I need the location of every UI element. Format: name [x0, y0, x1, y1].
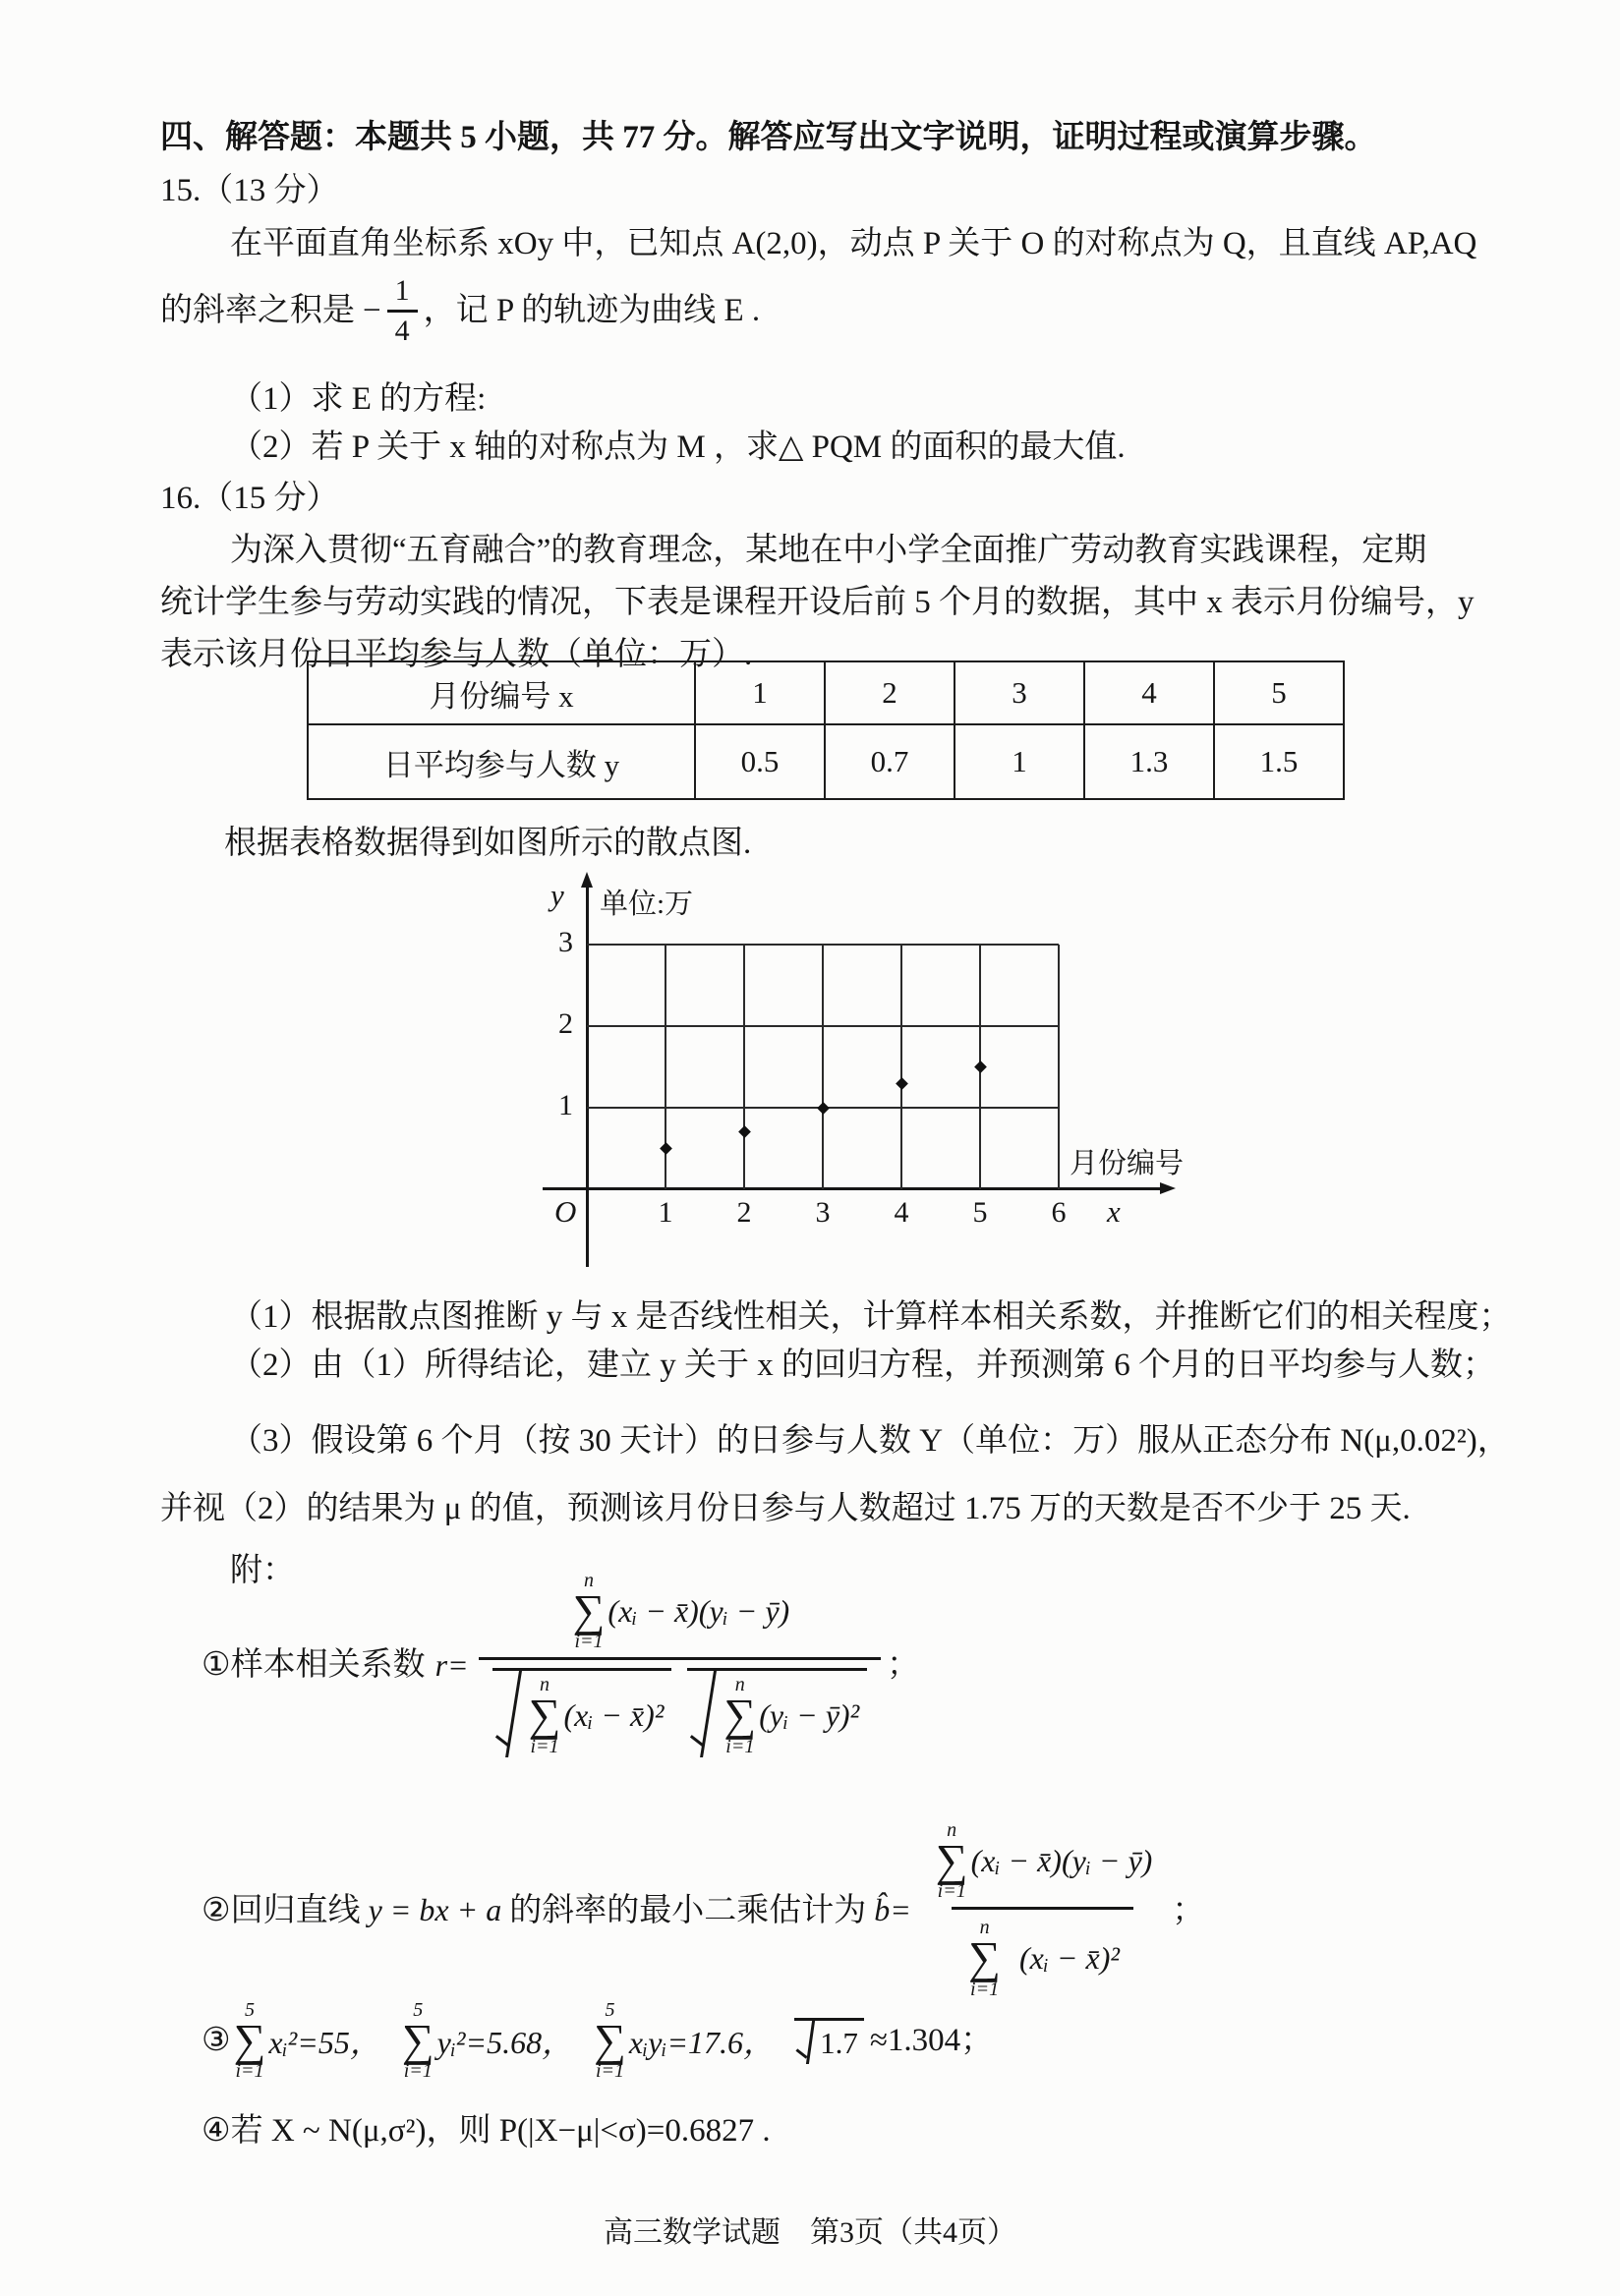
scatter-point	[738, 1126, 751, 1139]
minus-sign: −	[363, 292, 381, 328]
table-row	[308, 724, 1344, 799]
formula1-tail: ；	[887, 1647, 920, 1684]
x-tick-label: 6	[1051, 1196, 1067, 1229]
table-cell: 0.7	[825, 724, 955, 799]
table-cell: 日平均参与人数 y	[308, 724, 695, 799]
table-cell: 月份编号 x	[308, 661, 695, 724]
table-cell: 4	[1084, 661, 1214, 724]
fraction-numerator: 1	[394, 274, 410, 307]
origin-label: O	[554, 1194, 577, 1229]
formula2-label-pre: ②回归直线	[202, 1892, 361, 1928]
x-tick-label: 2	[736, 1196, 752, 1229]
formula1-den-term2: (yᵢ − ȳ)²	[759, 1696, 860, 1733]
scatter-chart	[531, 870, 1199, 1283]
problem-15-q2: （2）若 P 关于 x 轴的对称点为 M ，求△ PQM 的面积的最大值.	[230, 430, 1126, 465]
formula1-label: ①样本相关系数	[202, 1647, 426, 1684]
sum-symbol: n ∑ i=1	[572, 1570, 606, 1653]
formula-sums	[202, 2000, 993, 2081]
x-tick-label: 1	[658, 1196, 673, 1229]
problem-16-number: 16.（15 分）	[160, 481, 339, 516]
sum-symbol: n ∑ i=1	[968, 1917, 1001, 2000]
y-axis-letter: y	[550, 878, 564, 912]
formula3-term1: xᵢ²=55，	[268, 2025, 381, 2061]
gridline-vertical	[900, 945, 902, 1189]
formula-slope	[202, 1820, 1204, 2001]
appendix-label: 附：	[230, 1553, 295, 1588]
table-cell: 0.5	[695, 724, 825, 799]
x-tick-label: 5	[972, 1196, 988, 1229]
sum-symbol: n ∑ i=1	[723, 1674, 757, 1757]
fraction-one-fourth	[387, 275, 418, 346]
x-tick-label: 3	[815, 1196, 831, 1229]
problem-15-line1: 在平面直角坐标系 xOy 中，已知点 A(2,0)，动点 P 关于 O 的对称点为 Q，且直线 AP,AQ	[230, 226, 1477, 261]
formula2-num-term: (xᵢ − x̄)(yᵢ − ȳ)	[970, 1842, 1153, 1878]
formula3-radicand: 1.7	[820, 2025, 858, 2060]
slope-text-post: ，记 P 的轨迹为曲线 E .	[423, 292, 761, 328]
sum-symbol: 5 ∑ i=1	[233, 1999, 266, 2083]
x-axis-title: 月份编号	[1070, 1148, 1185, 1179]
problem-16-para-line1: 为深入贯彻“五育融合”的教育理念，某地在中小学全面推广劳动教育实践课程，定期	[230, 533, 1427, 568]
problem-15-line2	[160, 275, 760, 346]
scatter-point	[660, 1142, 672, 1155]
problem-16-q2: （2）由（1）所得结论，建立 y 关于 x 的回归方程，并预测第 6 个月的日平均参与人数；	[230, 1348, 1495, 1383]
y-tick-label: 2	[558, 1007, 573, 1040]
section-header: 四、解答题：本题共 5 小题，共 77 分。解答应写出文字说明，证明过程或演算步骤。	[160, 120, 1377, 155]
formula2-den-term: (xᵢ − x̄)²	[1018, 1939, 1120, 1976]
fraction-denominator: 4	[387, 310, 418, 347]
table-cell: 3	[955, 661, 1084, 724]
data-table	[307, 660, 1345, 800]
table-row	[308, 661, 1344, 724]
problem-16-para-line2: 统计学生参与劳动实践的情况，下表是课程开设后前 5 个月的数据，其中 x 表示月份编号，y	[160, 585, 1475, 620]
formula2-tail: ；	[1172, 1892, 1205, 1928]
formula-normal: ④若 X ~ N(μ,σ²)，则 P(|X−μ|<σ)=0.6827 .	[202, 2113, 771, 2149]
formula1-denominator	[479, 1657, 882, 1759]
y-axis-arrow-icon	[581, 872, 593, 888]
x-axis	[543, 1187, 1162, 1190]
scatter-point	[896, 1077, 908, 1090]
sqrt-radical	[492, 1668, 672, 1757]
page-footer: 高三数学试题 第3页（共4页）	[604, 2216, 1016, 2249]
formula3-tail: ≈1.304；	[869, 2022, 994, 2058]
formula3-term2: yᵢ²=5.68，	[436, 2025, 574, 2061]
problem-16-para-line3: 表示该月份日平均参与人数（单位：万）.	[160, 637, 753, 672]
problem-16-q3-line1: （3）假设第 6 个月（按 30 天计）的日参与人数 Y（单位：万）服从正态分布 N(μ,0.02²)，	[230, 1423, 1510, 1459]
table-cell: 1	[955, 724, 1084, 799]
scatter-point	[974, 1061, 987, 1073]
x-tick-label: 4	[894, 1196, 909, 1229]
formula1-numerator	[556, 1571, 804, 1657]
table-cell: 5	[1214, 661, 1344, 724]
problem-16-q1: （1）根据散点图推断 y 与 x 是否线性相关，计算样本相关系数，并推断它们的相关程度；	[230, 1299, 1512, 1335]
x-axis-arrow-icon	[1160, 1182, 1176, 1194]
y-tick-label: 3	[558, 926, 573, 958]
formula2-equation: y = bx + a	[368, 1892, 502, 1928]
formula2-numerator	[919, 1820, 1167, 1907]
formula2-fraction	[919, 1820, 1167, 2001]
data-table-wrapper	[307, 660, 1345, 800]
gridline-vertical	[1058, 945, 1060, 1189]
y-tick-label: 1	[558, 1089, 573, 1121]
table-cell: 1.5	[1214, 724, 1344, 799]
x-axis-letter: x	[1107, 1194, 1121, 1229]
formula2-denominator	[952, 1907, 1133, 2000]
problem-15-q1: （1）求 E 的方程:	[230, 381, 487, 417]
sqrt-radical	[687, 1668, 867, 1757]
formula1-den-term1: (xᵢ − x̄)²	[563, 1696, 665, 1733]
table-cell: 1.3	[1084, 724, 1214, 799]
scatter-point	[817, 1102, 830, 1115]
sum-symbol: n ∑ i=1	[935, 1819, 968, 1903]
table-cell: 1	[695, 661, 825, 724]
sum-symbol: 5 ∑ i=1	[594, 1999, 626, 2083]
slope-text-pre: 的斜率之积是	[160, 292, 355, 328]
y-axis-unit-label: 单位:万	[600, 889, 694, 920]
gridline-vertical	[743, 945, 745, 1189]
sum-symbol: n ∑ i=1	[528, 1674, 561, 1757]
sum-symbol: 5 ∑ i=1	[401, 1999, 434, 2083]
scatter-intro: 根据表格数据得到如图所示的散点图.	[224, 826, 752, 861]
table-cell: 2	[825, 661, 955, 724]
formula-correlation	[202, 1571, 919, 1760]
gridline-vertical	[822, 945, 824, 1189]
problem-15-number: 15.（13 分）	[160, 173, 339, 208]
formula2-label-mid: 的斜率的最小二乘估计为	[509, 1892, 867, 1928]
formula1-fraction	[479, 1571, 882, 1760]
formula3-term3: xᵢyᵢ=17.6，	[628, 2025, 776, 2061]
sqrt-radical	[794, 2018, 864, 2064]
formula1-num-term: (xᵢ − x̄)(yᵢ − ȳ)	[608, 1592, 790, 1629]
formula3-label: ③	[202, 2022, 231, 2058]
formula1-lhs: r=	[434, 1646, 469, 1683]
formula2-lhs: b̂=	[874, 1892, 911, 1928]
problem-16-q3-line2: 并视（2）的结果为 μ 的值，预测该月份日参与人数超过 1.75 万的天数是否不少于 25 天.	[160, 1491, 1411, 1526]
